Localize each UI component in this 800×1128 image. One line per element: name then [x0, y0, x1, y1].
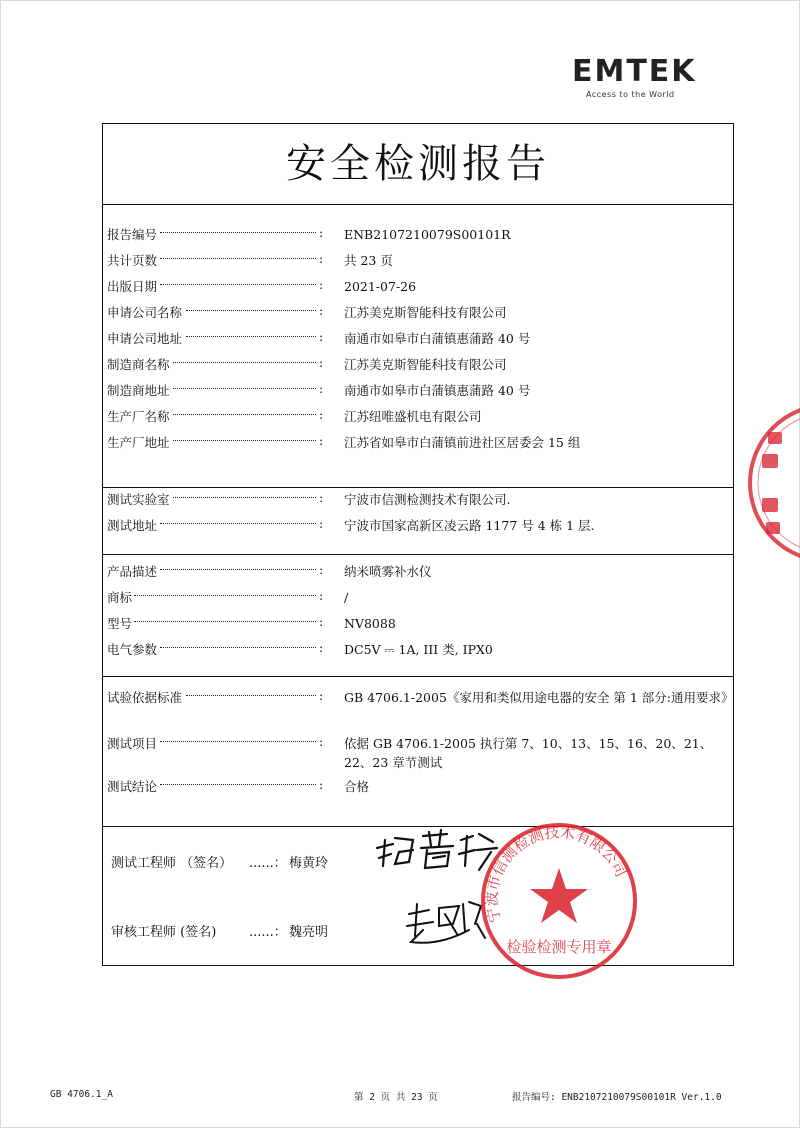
field-value: NV8088: [344, 616, 396, 631]
field-applicant-name: 申请公司名称 : 江苏美克斯智能科技有限公司: [103, 299, 733, 325]
field-label: 申请公司名称: [107, 305, 183, 320]
field-report-number: 报告编号 : ENB2107210079S00101R: [103, 221, 733, 247]
field-value: 依据 GB 4706.1-2005 执行第 7、10、13、15、16、20、21、22、23 章节测试: [344, 736, 713, 770]
footer-page-number: 第 2 页 共 23 页: [354, 1092, 438, 1103]
field-trademark: 商标 : /: [103, 584, 733, 610]
signature-dots: ......：: [249, 925, 287, 940]
field-value: 江苏美克斯智能科技有限公司: [344, 357, 507, 372]
field-value: 南通市如皋市白蒲镇惠蒲路 40 号: [344, 331, 531, 346]
field-applicant-address: 申请公司地址 : 南通市如皋市白蒲镇惠蒲路 40 号: [103, 325, 733, 351]
seal-text: 宁波市信测检测技术有限公司: [482, 823, 631, 925]
reviewer-label: 审核工程师 (签名): [111, 925, 217, 940]
field-label: 产品描述: [107, 564, 158, 579]
field-label: 测试项目: [107, 736, 158, 751]
field-label: 制造商名称: [107, 357, 170, 372]
field-value: 江苏省如皋市白蒲镇前进社区居委会 15 组: [344, 435, 581, 450]
field-label: 出版日期: [107, 279, 158, 294]
field-value: /: [344, 590, 349, 605]
section-divider: [103, 554, 733, 555]
footer-standard: GB 4706.1_A: [50, 1089, 113, 1100]
tester-name: 梅黄玲: [289, 856, 329, 871]
field-model: 型号 : NV8088: [103, 610, 733, 636]
field-value: 江苏美克斯智能科技有限公司: [344, 305, 507, 320]
field-label: 型号: [107, 616, 133, 631]
field-factory-name: 生产厂名称 : 江苏纽唯盛机电有限公司: [103, 403, 733, 429]
report-title: 安全检测报告: [103, 124, 733, 205]
field-label: 测试实验室: [107, 492, 170, 507]
logo-word: EMTEK: [572, 54, 697, 89]
field-label: 报告编号: [107, 227, 158, 242]
field-label: 试验依据标准: [107, 690, 183, 705]
tester-label: 测试工程师 （签名）: [111, 856, 233, 871]
seal-subtext: 检验检测专用章: [506, 938, 612, 956]
field-factory-address: 生产厂地址 : 江苏省如皋市白蒲镇前进社区居委会 15 组: [103, 429, 733, 455]
field-value: 南通市如皋市白蒲镇惠蒲路 40 号: [344, 383, 531, 398]
field-label: 生产厂名称: [107, 409, 170, 424]
field-test-items: 测试项目 : 依据 GB 4706.1-2005 执行第 7、10、13、15、16、20、21、22、23 章节测试: [103, 730, 733, 774]
field-value: 合格: [344, 779, 370, 794]
field-label: 生产厂地址: [107, 435, 170, 450]
field-manufacturer-name: 制造商名称 : 江苏美克斯智能科技有限公司: [103, 351, 733, 377]
signature-dots: ......：: [249, 856, 287, 871]
field-value: 2021-07-26: [344, 279, 417, 294]
field-value: 纳米喷雾补水仪: [344, 564, 432, 579]
field-label: 共计页数: [107, 253, 158, 268]
field-label: 测试地址: [107, 518, 158, 533]
field-electrical-rating: 电气参数 : DC5V ⎓ 1A, III 类, IPX0: [103, 636, 733, 662]
field-label: 电气参数: [107, 642, 158, 657]
emtek-logo: [572, 54, 712, 99]
field-test-lab: 测试实验室 : 宁波市信测检测技术有限公司.: [103, 486, 733, 512]
field-product-description: 产品描述 : 纳米喷雾补水仪: [103, 558, 733, 584]
field-value: 江苏纽唯盛机电有限公司: [344, 409, 482, 424]
edge-seal-stamp: [740, 398, 800, 568]
field-label: 测试结论: [107, 779, 158, 794]
footer-report-number: 报告编号: ENB2107210079S00101R Ver.1.0: [512, 1092, 722, 1103]
field-value: DC5V ⎓ 1A, III 类, IPX0: [344, 642, 493, 657]
field-value: 宁波市国家高新区凌云路 1177 号 4 栋 1 层.: [344, 518, 595, 533]
field-value: ENB2107210079S00101R: [344, 227, 511, 242]
field-label: 制造商地址: [107, 383, 170, 398]
field-issue-date: 出版日期 : 2021-07-26: [103, 273, 733, 299]
logo-tagline: Access to the World: [586, 90, 675, 99]
field-test-standard: 试验依据标准 : GB 4706.1-2005《家用和类似用途电器的安全 第 1 部分:通用要求》: [107, 688, 734, 705]
field-value: 宁波市信测检测技术有限公司.: [344, 492, 511, 507]
section-divider: [103, 676, 733, 677]
seal-star-icon: [530, 868, 588, 923]
field-manufacturer-address: 制造商地址 : 南通市如皋市白蒲镇惠蒲路 40 号: [103, 377, 733, 403]
field-page-count: 共计页数 : 共 23 页: [103, 247, 733, 273]
reviewer-name: 魏亮明: [289, 925, 329, 940]
field-label: 商标: [107, 590, 133, 605]
official-seal-stamp: [478, 820, 640, 982]
field-value: GB 4706.1-2005《家用和类似用途电器的安全 第 1 部分:通用要求》: [344, 690, 734, 705]
field-label: 申请公司地址: [107, 331, 183, 346]
field-test-conclusion: 测试结论 : 合格: [103, 773, 733, 799]
field-value: 共 23 页: [344, 253, 393, 268]
field-test-address: 测试地址 : 宁波市国家高新区凌云路 1177 号 4 栋 1 层.: [103, 512, 733, 538]
